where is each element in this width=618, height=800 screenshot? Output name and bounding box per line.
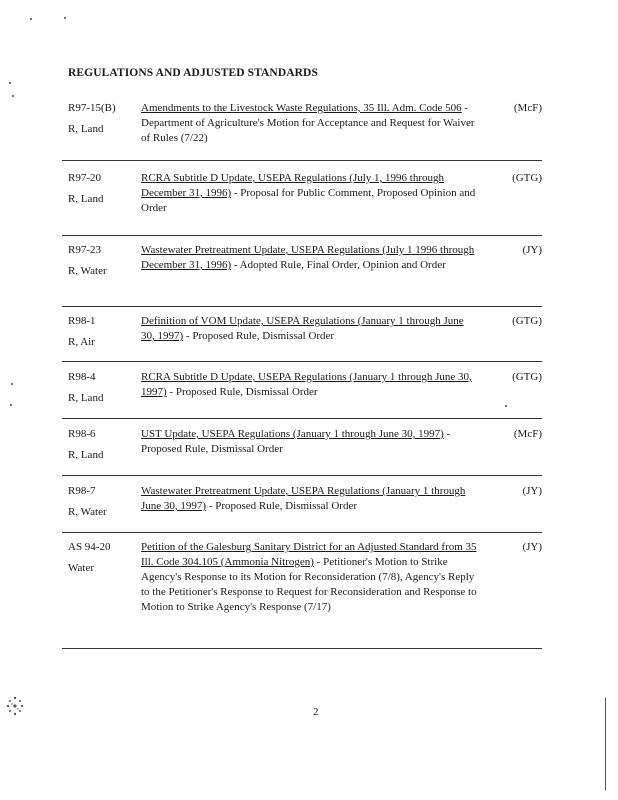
staff-initials: (JY) xyxy=(522,485,542,497)
scan-speck xyxy=(10,404,12,406)
docket-detail: - Adopted Rule, Final Order, Opinion and Order xyxy=(231,259,446,271)
docket-detail: - Proposed Rule, Dismissal Order xyxy=(166,386,318,398)
docket-number: R98-4 xyxy=(68,371,96,383)
docket-description xyxy=(141,370,477,400)
scan-edge-line xyxy=(605,698,606,790)
scan-speck xyxy=(505,405,507,407)
entry-divider xyxy=(62,306,542,307)
scan-speck xyxy=(30,18,32,20)
docket-number: R98-6 xyxy=(68,428,96,440)
docket-category: R, Land xyxy=(68,193,104,205)
docket-title: Wastewater Pretreatment Update, USEPA Regulations (July 1 1996 through December 31, 1996) xyxy=(141,244,475,271)
docket-category: R, Air xyxy=(68,336,95,348)
docket-detail: - Proposed Rule, Dismissal Order xyxy=(183,330,335,342)
docket-category: Water xyxy=(68,562,94,574)
docket-description xyxy=(141,101,477,146)
docket-title: RCRA Subtitle D Update, USEPA Regulations (July 1, 1996 through December 31, 1996) xyxy=(141,172,445,199)
scan-speck xyxy=(11,383,13,385)
docket-detail: - Proposed Rule, Dismissal Order xyxy=(141,428,451,455)
entry-divider xyxy=(62,160,542,161)
scan-blot xyxy=(4,694,26,720)
scan-speck xyxy=(12,95,14,97)
docket-title: Petition of the Galesburg Sanitary District for an Adjusted Standard from 35 Ill. Code 304.105 (Ammonia Nitrogen) xyxy=(141,541,477,568)
docket-description xyxy=(141,243,477,273)
entry-divider xyxy=(62,235,542,236)
docket-detail: - Proposal for Public Comment, Proposed Opinion and Order xyxy=(141,187,476,214)
docket-title: RCRA Subtitle D Update, USEPA Regulations (January 1 through June 30, 1997) xyxy=(141,371,472,398)
docket-number: R97-20 xyxy=(68,172,101,184)
staff-initials: (JY) xyxy=(522,244,542,256)
docket-category: R, Land xyxy=(68,449,104,461)
docket-title: Wastewater Pretreatment Update, USEPA Regulations (January 1 through June 30, 1997) xyxy=(141,485,466,512)
docket-title: UST Update, USEPA Regulations (January 1 through June 30, 1997) xyxy=(141,428,444,440)
docket-description xyxy=(141,427,477,457)
docket-detail: - Petitioner's Motion to Strike Agency's Response to its Motion for Reconsideration (7/8), Agency's Reply to the Petitioner's Response to Request for Reconsideration and Response to Motion to Strike Agency's Response (7/17) xyxy=(141,556,477,613)
docket-detail: - Department of Agriculture's Motion for Acceptance and Request for Waiver of Rules (7/22) xyxy=(141,102,475,144)
docket-title: Amendments to the Livestock Waste Regulations, 35 Ill. Adm. Code 506 xyxy=(141,102,462,114)
page-title: REGULATIONS AND ADJUSTED STANDARDS xyxy=(68,67,318,79)
docket-category: R, Land xyxy=(68,392,104,404)
staff-initials: (McF) xyxy=(513,102,542,114)
staff-initials: (GTG) xyxy=(512,315,542,327)
docket-description xyxy=(141,314,477,344)
docket-title: Definition of VOM Update, USEPA Regulations (January 1 through June 30, 1997) xyxy=(141,315,464,342)
docket-number: R98-7 xyxy=(68,485,96,497)
docket-number: R97-15(B) xyxy=(68,102,116,114)
staff-initials: (JY) xyxy=(522,541,542,553)
docket-number: AS 94-20 xyxy=(68,541,111,553)
scan-speck xyxy=(64,17,66,19)
docket-detail: - Proposed Rule, Dismissal Order xyxy=(206,500,358,512)
page-number: 2 xyxy=(313,706,319,718)
docket-category: R, Water xyxy=(68,265,107,277)
entry-divider xyxy=(62,475,542,476)
docket-number: R98-1 xyxy=(68,315,96,327)
entry-divider xyxy=(62,418,542,419)
docket-category: R, Land xyxy=(68,123,104,135)
docket-description xyxy=(141,484,477,514)
entry-divider xyxy=(62,361,542,362)
docket-category: R, Water xyxy=(68,506,107,518)
scan-speck xyxy=(9,82,11,84)
staff-initials: (GTG) xyxy=(512,172,542,184)
docket-description xyxy=(141,171,477,216)
docket-number: R97-23 xyxy=(68,244,101,256)
staff-initials: (McF) xyxy=(513,428,542,440)
entry-divider xyxy=(62,648,542,649)
entry-divider xyxy=(62,532,542,533)
docket-description xyxy=(141,540,477,615)
staff-initials: (GTG) xyxy=(512,371,542,383)
